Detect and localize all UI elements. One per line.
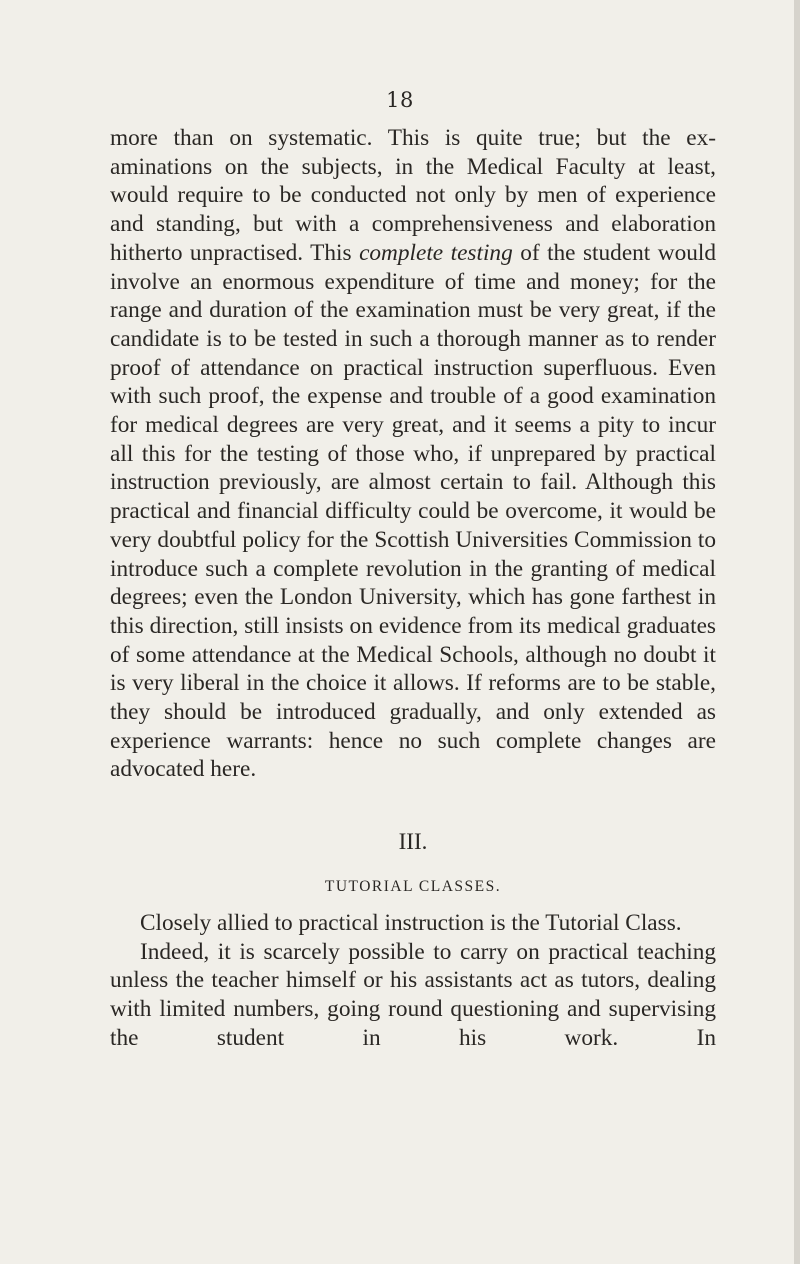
paragraph-2: Closely allied to practical instruction is the Tutorial Class.	[140, 909, 682, 936]
emphasis-complete-testing: complete testing	[359, 239, 513, 266]
paragraph-1-part-2: of the student would involve an enormous expenditure of time and money; for the range and duration of the examination must be very great, if the candidate is to be tested in such a thorough manner as to render proof of attendance on practical instruction superfluous. Even with such proof, the expense and trouble of a good examination for medical degrees are very great, and it seems a pity to incur all this for the testing of those who, if unprepared by practical instruction previously, are almost certain to fail. Although this practical and financial difficulty could be overcome, it would be very doubtful policy for the Scottish Universities Commission to introduce such a complete revolution in the granting of medical degrees; even the London University, which has gone farthest in this direction, still insists on evidence from its medical graduates of some attendance at the Medical Schools, although no doubt it is very liberal in the choice it allows. If reforms are to be stable, they should be introduced gradually, and only extended as experience warrants: hence no such complete changes are advocated here.	[110, 239, 716, 783]
paragraph-1	[110, 124, 716, 784]
section-title: TUTORIAL CLASSES.	[324, 877, 502, 895]
page-body	[110, 124, 716, 1052]
paragraph-1-part-1: more than on systematic. This is quite true; but the ex- aminations on the subjects, in the Medical Faculty at least, would require to be conducted not only by men of experience and standing, but with a comprehensiveness and elaboration hitherto unpractised. This	[110, 125, 716, 266]
paragraph-3: Indeed, it is scarcely possible to carry on practical teaching unless the teacher himself or his assistants act as tutors, dealing with limited numbers, going round questioning and supervising the student in his work. In	[110, 938, 716, 1051]
section-number: III.	[398, 829, 428, 855]
page-edge	[794, 0, 800, 1264]
page-number: 18	[386, 88, 414, 112]
